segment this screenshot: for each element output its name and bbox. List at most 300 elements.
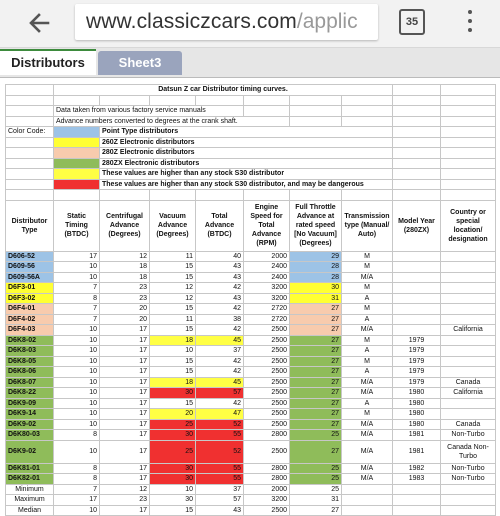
full-throttle-cell[interactable]: 27 — [290, 346, 342, 357]
vacuum-cell[interactable]: 18 — [150, 335, 196, 346]
engine-speed-cell[interactable]: 2500 — [244, 335, 290, 346]
location-cell[interactable]: California — [441, 388, 496, 399]
summary-value-cell[interactable]: 31 — [290, 495, 342, 506]
distributor-type-cell[interactable]: D6K8-22 — [6, 388, 54, 399]
model-year-cell[interactable] — [393, 325, 441, 336]
model-year-cell[interactable]: 1983 — [393, 474, 441, 485]
column-header[interactable]: Model Year (280ZX) — [393, 200, 441, 251]
location-cell[interactable]: California — [441, 325, 496, 336]
static-timing-cell[interactable]: 10 — [54, 335, 100, 346]
model-year-cell[interactable]: 1979 — [393, 377, 441, 388]
summary-label-cell[interactable]: Maximum — [6, 495, 54, 506]
vacuum-cell[interactable]: 15 — [150, 367, 196, 378]
legend-text[interactable]: Point Type distributors — [100, 127, 393, 138]
vacuum-cell[interactable]: 30 — [150, 463, 196, 474]
static-timing-cell[interactable]: 8 — [54, 430, 100, 441]
model-year-cell[interactable]: 1980 — [393, 419, 441, 430]
model-year-cell[interactable]: 1979 — [393, 356, 441, 367]
vacuum-cell[interactable]: 30 — [150, 388, 196, 399]
empty-cell[interactable] — [441, 137, 496, 148]
total-advance-cell[interactable]: 43 — [196, 262, 244, 273]
location-cell[interactable]: Non-Turbo — [441, 474, 496, 485]
vacuum-cell[interactable]: 15 — [150, 325, 196, 336]
vacuum-cell[interactable]: 11 — [150, 251, 196, 262]
transmission-cell[interactable]: M/A — [342, 377, 393, 388]
distributor-type-cell[interactable]: D6K9-02 — [6, 419, 54, 430]
transmission-cell[interactable]: M/A — [342, 474, 393, 485]
back-arrow-icon[interactable] — [22, 6, 56, 40]
engine-speed-cell[interactable]: 2720 — [244, 314, 290, 325]
summary-label-cell[interactable]: Minimum — [6, 484, 54, 495]
centrifugal-cell[interactable]: 17 — [100, 335, 150, 346]
legend-swatch[interactable] — [54, 169, 100, 180]
summary-value-cell[interactable]: 57 — [196, 495, 244, 506]
distributor-type-cell[interactable]: D6F3-01 — [6, 283, 54, 294]
centrifugal-cell[interactable]: 17 — [100, 346, 150, 357]
column-header[interactable]: Full Throttle Advance at rated speed [No Vacuum] (Degrees) — [290, 200, 342, 251]
distributor-type-cell[interactable]: D609-56A — [6, 272, 54, 283]
transmission-cell[interactable]: M/A — [342, 419, 393, 430]
full-throttle-cell[interactable]: 27 — [290, 398, 342, 409]
vacuum-cell[interactable]: 15 — [150, 398, 196, 409]
legend-swatch[interactable] — [54, 179, 100, 190]
summary-value-cell[interactable]: 12 — [100, 484, 150, 495]
location-cell[interactable] — [441, 283, 496, 294]
total-advance-cell[interactable]: 45 — [196, 335, 244, 346]
column-header[interactable]: Total Advance (BTDC) — [196, 200, 244, 251]
empty-cell[interactable] — [342, 495, 393, 506]
centrifugal-cell[interactable]: 17 — [100, 430, 150, 441]
total-advance-cell[interactable]: 57 — [196, 388, 244, 399]
empty-cell[interactable] — [393, 169, 441, 180]
legend-swatch[interactable] — [54, 137, 100, 148]
transmission-cell[interactable]: M — [342, 251, 393, 262]
empty-cell[interactable] — [54, 190, 100, 201]
vacuum-cell[interactable]: 12 — [150, 293, 196, 304]
distributor-type-cell[interactable]: D6K8-02 — [6, 335, 54, 346]
static-timing-cell[interactable]: 8 — [54, 293, 100, 304]
static-timing-cell[interactable]: 10 — [54, 398, 100, 409]
transmission-cell[interactable]: M — [342, 335, 393, 346]
column-header[interactable]: Centrifugal Advance (Degrees) — [100, 200, 150, 251]
address-bar[interactable] — [75, 4, 378, 40]
full-throttle-cell[interactable]: 27 — [290, 325, 342, 336]
empty-cell[interactable] — [342, 484, 393, 495]
engine-speed-cell[interactable]: 2500 — [244, 388, 290, 399]
total-advance-cell[interactable]: 47 — [196, 409, 244, 420]
vacuum-cell[interactable]: 15 — [150, 262, 196, 273]
static-timing-cell[interactable]: 10 — [54, 356, 100, 367]
static-timing-cell[interactable]: 17 — [54, 251, 100, 262]
total-advance-cell[interactable]: 43 — [196, 293, 244, 304]
vacuum-cell[interactable]: 15 — [150, 304, 196, 315]
static-timing-cell[interactable]: 7 — [54, 304, 100, 315]
distributor-type-cell[interactable]: D6F3-02 — [6, 293, 54, 304]
full-throttle-cell[interactable]: 27 — [290, 377, 342, 388]
summary-value-cell[interactable]: 43 — [196, 505, 244, 516]
column-header[interactable]: Vacuum Advance (Degrees) — [150, 200, 196, 251]
distributor-type-cell[interactable]: D609-56 — [6, 262, 54, 273]
distributor-type-cell[interactable]: D606-52 — [6, 251, 54, 262]
static-timing-cell[interactable]: 8 — [54, 463, 100, 474]
distributor-type-cell[interactable]: D6K81-01 — [6, 463, 54, 474]
transmission-cell[interactable]: M/A — [342, 272, 393, 283]
location-cell[interactable] — [441, 314, 496, 325]
engine-speed-cell[interactable]: 3200 — [244, 283, 290, 294]
engine-speed-cell[interactable]: 2800 — [244, 474, 290, 485]
engine-speed-cell[interactable]: 2500 — [244, 440, 290, 463]
legend-label-cell[interactable] — [6, 148, 54, 159]
vacuum-cell[interactable]: 20 — [150, 409, 196, 420]
summary-value-cell[interactable]: 7 — [54, 484, 100, 495]
location-cell[interactable]: Canada — [441, 419, 496, 430]
full-throttle-cell[interactable]: 29 — [290, 251, 342, 262]
centrifugal-cell[interactable]: 17 — [100, 463, 150, 474]
full-throttle-cell[interactable]: 27 — [290, 409, 342, 420]
model-year-cell[interactable]: 1980 — [393, 388, 441, 399]
engine-speed-cell[interactable]: 2500 — [244, 419, 290, 430]
total-advance-cell[interactable]: 42 — [196, 398, 244, 409]
summary-value-cell[interactable]: 2500 — [244, 505, 290, 516]
full-throttle-cell[interactable]: 27 — [290, 388, 342, 399]
legend-swatch[interactable] — [54, 148, 100, 159]
model-year-cell[interactable]: 1981 — [393, 440, 441, 463]
total-advance-cell[interactable]: 38 — [196, 314, 244, 325]
location-cell[interactable] — [441, 409, 496, 420]
total-advance-cell[interactable]: 52 — [196, 419, 244, 430]
empty-cell[interactable] — [441, 190, 496, 201]
vacuum-cell[interactable]: 11 — [150, 314, 196, 325]
static-timing-cell[interactable]: 10 — [54, 419, 100, 430]
transmission-cell[interactable]: A — [342, 346, 393, 357]
location-cell[interactable] — [441, 356, 496, 367]
centrifugal-cell[interactable]: 17 — [100, 409, 150, 420]
model-year-cell[interactable]: 1980 — [393, 409, 441, 420]
summary-value-cell[interactable]: 15 — [150, 505, 196, 516]
model-year-cell[interactable]: 1979 — [393, 335, 441, 346]
centrifugal-cell[interactable]: 12 — [100, 251, 150, 262]
full-throttle-cell[interactable]: 27 — [290, 440, 342, 463]
engine-speed-cell[interactable]: 2400 — [244, 272, 290, 283]
legend-text[interactable]: 260Z Electronic distributors — [100, 137, 393, 148]
location-cell[interactable] — [441, 262, 496, 273]
static-timing-cell[interactable]: 10 — [54, 325, 100, 336]
empty-cell[interactable] — [393, 484, 441, 495]
summary-value-cell[interactable]: 17 — [100, 505, 150, 516]
total-advance-cell[interactable]: 55 — [196, 474, 244, 485]
tab-sheet3[interactable]: Sheet3 — [98, 51, 182, 75]
full-throttle-cell[interactable]: 28 — [290, 262, 342, 273]
empty-cell[interactable] — [100, 190, 150, 201]
tab-switcher-button[interactable]: 35 — [399, 9, 425, 35]
vacuum-cell[interactable]: 30 — [150, 430, 196, 441]
empty-cell[interactable] — [441, 505, 496, 516]
engine-speed-cell[interactable]: 2400 — [244, 262, 290, 273]
static-timing-cell[interactable]: 8 — [54, 474, 100, 485]
empty-cell[interactable] — [393, 179, 441, 190]
summary-value-cell[interactable]: 2000 — [244, 484, 290, 495]
model-year-cell[interactable] — [393, 283, 441, 294]
empty-cell[interactable] — [342, 190, 393, 201]
browser-toolbar — [0, 0, 500, 48]
transmission-cell[interactable]: M/A — [342, 463, 393, 474]
column-header[interactable]: Distributor Type — [6, 200, 54, 251]
total-advance-cell[interactable]: 37 — [196, 346, 244, 357]
location-cell[interactable] — [441, 398, 496, 409]
empty-cell[interactable] — [393, 137, 441, 148]
centrifugal-cell[interactable]: 23 — [100, 283, 150, 294]
location-cell[interactable] — [441, 367, 496, 378]
engine-speed-cell[interactable]: 2500 — [244, 409, 290, 420]
static-timing-cell[interactable]: 10 — [54, 388, 100, 399]
distributor-type-cell[interactable]: D6F4-01 — [6, 304, 54, 315]
location-cell[interactable]: Non-Turbo — [441, 463, 496, 474]
total-advance-cell[interactable]: 42 — [196, 283, 244, 294]
engine-speed-cell[interactable]: 2500 — [244, 346, 290, 357]
transmission-cell[interactable]: M — [342, 409, 393, 420]
legend-text[interactable]: 280Z Electronic distributors — [100, 148, 393, 159]
empty-cell[interactable] — [393, 158, 441, 169]
full-throttle-cell[interactable]: 25 — [290, 463, 342, 474]
total-advance-cell[interactable]: 40 — [196, 251, 244, 262]
centrifugal-cell[interactable]: 20 — [100, 304, 150, 315]
vacuum-cell[interactable]: 18 — [150, 377, 196, 388]
summary-value-cell[interactable]: 30 — [150, 495, 196, 506]
empty-cell[interactable] — [441, 169, 496, 180]
location-cell[interactable] — [441, 251, 496, 262]
transmission-cell[interactable]: M/A — [342, 325, 393, 336]
vacuum-cell[interactable]: 12 — [150, 283, 196, 294]
distributor-type-cell[interactable]: D6K8-06 — [6, 367, 54, 378]
empty-cell[interactable] — [441, 179, 496, 190]
total-advance-cell[interactable]: 52 — [196, 440, 244, 463]
overflow-menu-icon[interactable] — [465, 8, 475, 34]
empty-cell[interactable] — [290, 190, 342, 201]
location-cell[interactable] — [441, 304, 496, 315]
static-timing-cell[interactable]: 10 — [54, 272, 100, 283]
empty-cell[interactable] — [244, 190, 290, 201]
full-throttle-cell[interactable]: 27 — [290, 356, 342, 367]
static-timing-cell[interactable]: 10 — [54, 377, 100, 388]
legend-label-cell[interactable] — [6, 158, 54, 169]
centrifugal-cell[interactable]: 17 — [100, 419, 150, 430]
model-year-cell[interactable]: 1980 — [393, 398, 441, 409]
column-header[interactable]: Country or special location/ designation — [441, 200, 496, 251]
static-timing-cell[interactable]: 10 — [54, 262, 100, 273]
engine-speed-cell[interactable]: 2500 — [244, 356, 290, 367]
vacuum-cell[interactable]: 25 — [150, 440, 196, 463]
empty-cell[interactable] — [393, 505, 441, 516]
location-cell[interactable] — [441, 346, 496, 357]
column-header[interactable]: Engine Speed for Total Advance (RPM) — [244, 200, 290, 251]
static-timing-cell[interactable]: 7 — [54, 283, 100, 294]
legend-label-cell[interactable] — [6, 169, 54, 180]
centrifugal-cell[interactable]: 17 — [100, 325, 150, 336]
empty-cell[interactable] — [196, 190, 244, 201]
model-year-cell[interactable] — [393, 314, 441, 325]
distributor-type-cell[interactable]: D6K82-01 — [6, 474, 54, 485]
distributor-type-cell[interactable]: D6K8-07 — [6, 377, 54, 388]
summary-label-cell[interactable]: Median — [6, 505, 54, 516]
model-year-cell[interactable] — [393, 293, 441, 304]
distributor-type-cell[interactable]: D6K9-14 — [6, 409, 54, 420]
transmission-cell[interactable]: A — [342, 367, 393, 378]
model-year-cell[interactable] — [393, 262, 441, 273]
transmission-cell[interactable]: M/A — [342, 430, 393, 441]
static-timing-cell[interactable]: 10 — [54, 409, 100, 420]
distributor-type-cell[interactable]: D6F4-02 — [6, 314, 54, 325]
empty-cell[interactable] — [441, 127, 496, 138]
legend-label-cell[interactable] — [6, 179, 54, 190]
total-advance-cell[interactable]: 55 — [196, 463, 244, 474]
empty-cell[interactable] — [441, 158, 496, 169]
legend-swatch[interactable] — [54, 127, 100, 138]
summary-value-cell[interactable]: 23 — [100, 495, 150, 506]
empty-cell[interactable] — [441, 484, 496, 495]
full-throttle-cell[interactable]: 30 — [290, 283, 342, 294]
note-conversion: Advance numbers converted to degrees at the crank shaft. — [54, 116, 290, 127]
static-timing-cell[interactable]: 10 — [54, 346, 100, 357]
total-advance-cell[interactable]: 42 — [196, 367, 244, 378]
vacuum-cell[interactable]: 30 — [150, 474, 196, 485]
full-throttle-cell[interactable]: 28 — [290, 272, 342, 283]
model-year-cell[interactable]: 1981 — [393, 430, 441, 441]
vacuum-cell[interactable]: 25 — [150, 419, 196, 430]
legend-text[interactable]: These values are higher than any stock S30 distributor, and may be dangerous — [100, 179, 393, 190]
legend-text[interactable]: These values are higher than any stock S30 distributor — [100, 169, 393, 180]
distributor-type-cell[interactable]: D6K8-05 — [6, 356, 54, 367]
full-throttle-cell[interactable]: 27 — [290, 314, 342, 325]
location-cell[interactable]: Canada Non-Turbo — [441, 440, 496, 463]
full-throttle-cell[interactable]: 31 — [290, 293, 342, 304]
centrifugal-cell[interactable]: 17 — [100, 474, 150, 485]
static-timing-cell[interactable]: 7 — [54, 314, 100, 325]
column-header[interactable]: Static Timing (BTDC) — [54, 200, 100, 251]
vacuum-cell[interactable]: 10 — [150, 346, 196, 357]
vacuum-cell[interactable]: 15 — [150, 272, 196, 283]
total-advance-cell[interactable]: 42 — [196, 325, 244, 336]
distributor-type-cell[interactable]: D6K9-09 — [6, 398, 54, 409]
transmission-cell[interactable]: M/A — [342, 440, 393, 463]
distributor-type-cell[interactable]: D6K8-03 — [6, 346, 54, 357]
summary-value-cell[interactable]: 37 — [196, 484, 244, 495]
empty-cell[interactable] — [6, 190, 54, 201]
static-timing-cell[interactable]: 10 — [54, 367, 100, 378]
legend-text[interactable]: 280ZX Electronic distributors — [100, 158, 393, 169]
engine-speed-cell[interactable]: 2500 — [244, 398, 290, 409]
model-year-cell[interactable]: 1979 — [393, 346, 441, 357]
empty-cell[interactable] — [393, 495, 441, 506]
summary-value-cell[interactable]: 27 — [290, 505, 342, 516]
location-cell[interactable] — [441, 293, 496, 304]
legend-label-cell[interactable]: Color Code: — [6, 127, 54, 138]
model-year-cell[interactable]: 1982 — [393, 463, 441, 474]
total-advance-cell[interactable]: 42 — [196, 356, 244, 367]
total-advance-cell[interactable]: 42 — [196, 304, 244, 315]
engine-speed-cell[interactable]: 2720 — [244, 304, 290, 315]
total-advance-cell[interactable]: 45 — [196, 377, 244, 388]
engine-speed-cell[interactable]: 2000 — [244, 251, 290, 262]
centrifugal-cell[interactable]: 18 — [100, 262, 150, 273]
empty-cell[interactable] — [393, 190, 441, 201]
full-throttle-cell[interactable]: 27 — [290, 367, 342, 378]
summary-value-cell[interactable]: 3200 — [244, 495, 290, 506]
empty-cell[interactable] — [441, 495, 496, 506]
empty-cell[interactable] — [393, 127, 441, 138]
centrifugal-cell[interactable]: 20 — [100, 314, 150, 325]
note-source: Data taken from various factory service manuals — [54, 106, 244, 117]
transmission-cell[interactable]: M — [342, 262, 393, 273]
engine-speed-cell[interactable]: 2800 — [244, 430, 290, 441]
distributor-type-cell[interactable]: D6K9-02 — [6, 440, 54, 463]
location-cell[interactable]: Non-Turbo — [441, 430, 496, 441]
vacuum-cell[interactable]: 15 — [150, 356, 196, 367]
summary-value-cell[interactable]: 10 — [54, 505, 100, 516]
summary-value-cell[interactable]: 25 — [290, 484, 342, 495]
engine-speed-cell[interactable]: 3200 — [244, 293, 290, 304]
empty-cell[interactable] — [393, 148, 441, 159]
model-year-cell[interactable] — [393, 272, 441, 283]
total-advance-cell[interactable]: 43 — [196, 272, 244, 283]
centrifugal-cell[interactable]: 23 — [100, 293, 150, 304]
full-throttle-cell[interactable]: 25 — [290, 430, 342, 441]
transmission-cell[interactable]: M/A — [342, 388, 393, 399]
full-throttle-cell[interactable]: 27 — [290, 419, 342, 430]
centrifugal-cell[interactable]: 17 — [100, 356, 150, 367]
summary-value-cell[interactable]: 17 — [54, 495, 100, 506]
full-throttle-cell[interactable]: 27 — [290, 304, 342, 315]
total-advance-cell[interactable]: 55 — [196, 430, 244, 441]
transmission-cell[interactable]: M — [342, 304, 393, 315]
table-row — [6, 335, 496, 346]
transmission-cell[interactable]: M — [342, 356, 393, 367]
location-cell[interactable]: Canada — [441, 377, 496, 388]
transmission-cell[interactable]: A — [342, 398, 393, 409]
empty-cell[interactable] — [150, 190, 196, 201]
legend-swatch[interactable] — [54, 158, 100, 169]
model-year-cell[interactable]: 1979 — [393, 367, 441, 378]
centrifugal-cell[interactable]: 17 — [100, 440, 150, 463]
full-throttle-cell[interactable]: 25 — [290, 474, 342, 485]
full-throttle-cell[interactable]: 27 — [290, 335, 342, 346]
summary-value-cell[interactable]: 10 — [150, 484, 196, 495]
transmission-cell[interactable]: M — [342, 283, 393, 294]
distributor-type-cell[interactable]: D6F4-03 — [6, 325, 54, 336]
legend-label-cell[interactable] — [6, 137, 54, 148]
centrifugal-cell[interactable]: 18 — [100, 272, 150, 283]
centrifugal-cell[interactable]: 17 — [100, 377, 150, 388]
engine-speed-cell[interactable]: 2800 — [244, 463, 290, 474]
centrifugal-cell[interactable]: 17 — [100, 388, 150, 399]
empty-cell[interactable] — [441, 148, 496, 159]
engine-speed-cell[interactable]: 2500 — [244, 325, 290, 336]
static-timing-cell[interactable]: 10 — [54, 440, 100, 463]
centrifugal-cell[interactable]: 17 — [100, 367, 150, 378]
model-year-cell[interactable] — [393, 251, 441, 262]
location-cell[interactable] — [441, 335, 496, 346]
engine-speed-cell[interactable]: 2500 — [244, 367, 290, 378]
tab-distributors[interactable]: Distributors — [0, 49, 96, 75]
column-header[interactable]: Transmission type (Manual/ Auto) — [342, 200, 393, 251]
empty-cell[interactable] — [342, 505, 393, 516]
engine-speed-cell[interactable]: 2500 — [244, 377, 290, 388]
transmission-cell[interactable]: A — [342, 314, 393, 325]
distributor-type-cell[interactable]: D6K80-03 — [6, 430, 54, 441]
model-year-cell[interactable] — [393, 304, 441, 315]
transmission-cell[interactable]: A — [342, 293, 393, 304]
centrifugal-cell[interactable]: 17 — [100, 398, 150, 409]
location-cell[interactable] — [441, 272, 496, 283]
